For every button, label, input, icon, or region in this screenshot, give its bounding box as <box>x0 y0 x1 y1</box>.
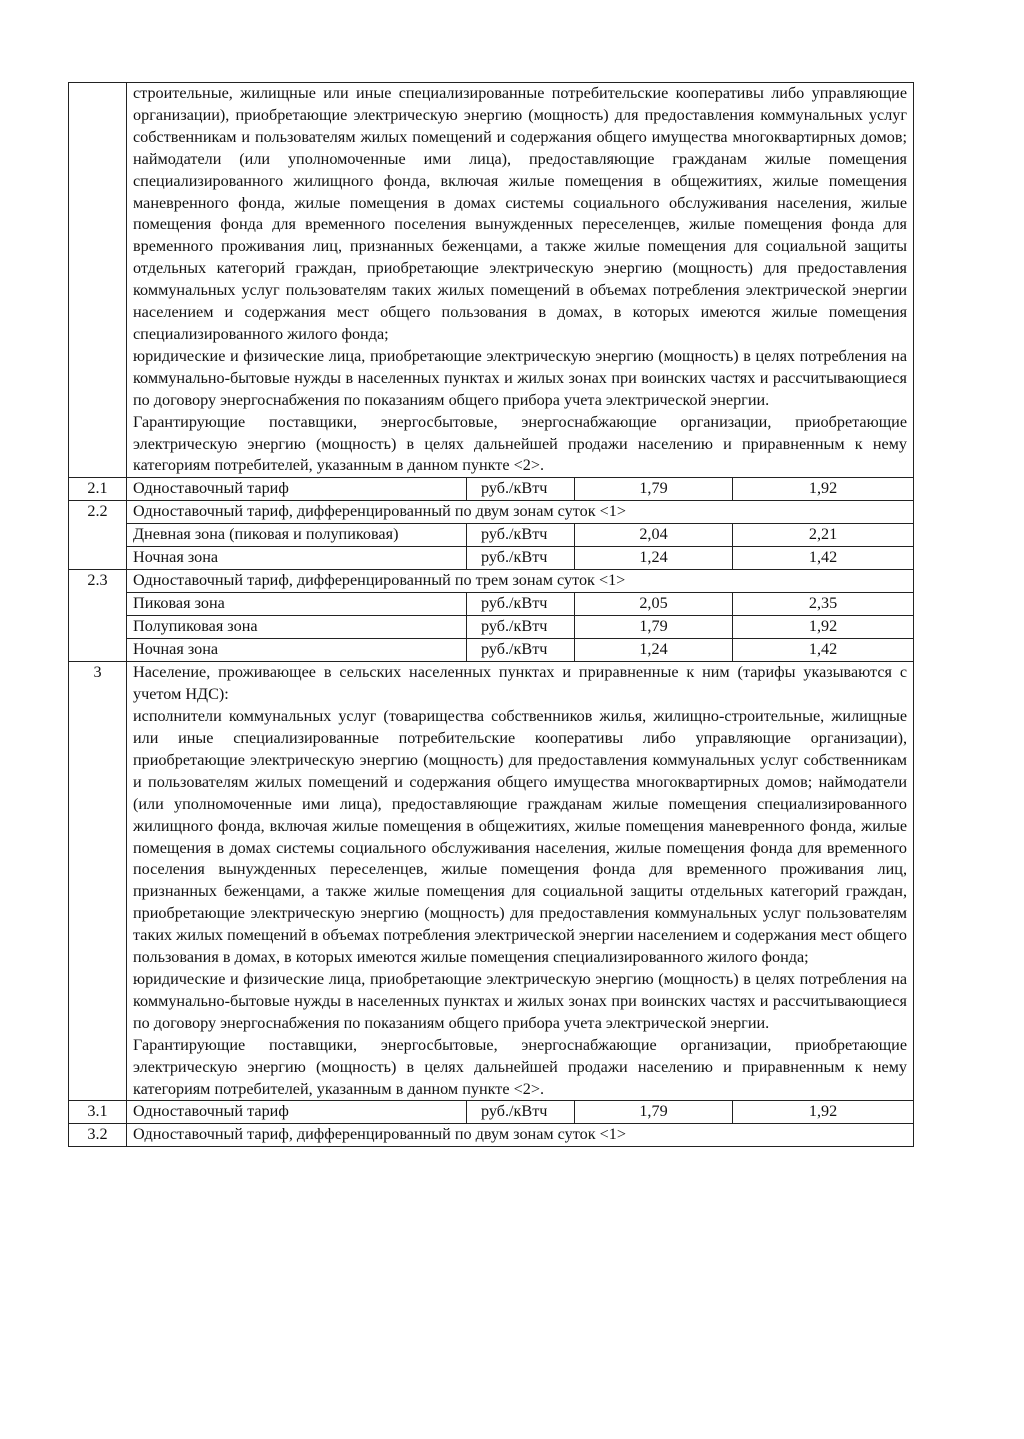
tariff-title: Одноставочный тариф, дифференцированный по двум зонам суток <1> <box>127 501 914 524</box>
table-row <box>69 570 914 593</box>
tariff-table <box>68 82 914 1147</box>
zone-name: Пиковая зона <box>127 593 467 616</box>
tariff-name: Одноставочный тариф <box>127 1101 467 1124</box>
description-paragraph: строительные, жилищные или иные специализированные потребительские кооперативы либо управляющие организации), приобретающие электрическую энергию (мощность) для предоставления коммунальных услуг собственникам и пользователям жилых помещений и содержания общего имущества многоквартирных домов; наймодатели (или уполномоченные ими лица), предоставляющие гражданам жилые помещения специализированного жилищного фонда, включая жилые помещения в общежитиях, жилые помещения маневренного фонда, жилые помещения в домах системы социального обслуживания населения, жилые помещения фонда для временного поселения вынужденных переселенцев, жилые помещения фонда для временного проживания лиц, признанных беженцами, а также жилые помещения для социальной защиты отдельных категорий граждан, приобретающие электрическую энергию (мощность) для предоставления коммунальных услуг пользователям таких жилых помещений в объемах потребления электрической энергии населением и содержания мест общего пользования в домах, в которых имеются жилые помещения специализированного жилого фонда; <box>133 84 908 343</box>
description-paragraph: юридические и физические лица, приобретающие электрическую энергию (мощность) в целях потребления на коммунально-бытовые нужды в населенных пунктах и жилых зонах при воинских частях и рассчитывающиеся по договору энергоснабжения по показаниям общего прибора учета электрической энергии. <box>133 970 908 1032</box>
row-number: 3.2 <box>69 1124 127 1147</box>
unit-cell: руб./кВтч <box>467 593 575 616</box>
value-cell-2: 1,92 <box>733 1101 914 1124</box>
unit-cell: руб./кВтч <box>467 547 575 570</box>
tariff-name: Одноставочный тариф <box>127 478 467 501</box>
row-number: 2.3 <box>69 570 127 662</box>
value-cell-1: 2,04 <box>575 524 733 547</box>
value-cell-2: 1,42 <box>733 639 914 662</box>
table-row <box>69 616 914 639</box>
value-cell-1: 1,24 <box>575 547 733 570</box>
table-row <box>69 1101 914 1124</box>
description-paragraph: Гарантирующие поставщики, энергосбытовые, энергоснабжающие организации, приобретающие электрическую энергию (мощность) в целях дальнейшей продажи населению и приравненным к нему категориям потребителей, указанным в данном пункте <2>. <box>133 412 908 475</box>
value-cell-2: 1,92 <box>733 616 914 639</box>
value-cell-2: 1,92 <box>733 478 914 501</box>
tariff-title: Одноставочный тариф, дифференцированный по двум зонам суток <1> <box>127 1124 914 1147</box>
unit-cell: руб./кВтч <box>467 524 575 547</box>
table-row <box>69 501 914 524</box>
unit-cell: руб./кВтч <box>467 1101 575 1124</box>
table-row <box>69 662 914 1101</box>
table-row <box>69 593 914 616</box>
zone-name: Ночная зона <box>127 547 467 570</box>
description-paragraph: Гарантирующие поставщики, энергосбытовые, энергоснабжающие организации, приобретающие электрическую энергию (мощность) в целях дальнейшей продажи населению и приравненным к нему категориям потребителей, указанным в данном пункте <2>. <box>133 1035 908 1098</box>
tariff-title: Одноставочный тариф, дифференцированный по трем зонам суток <1> <box>127 570 914 593</box>
description-cell <box>127 83 914 478</box>
description-cell <box>127 662 914 1101</box>
value-cell-1: 1,24 <box>575 639 733 662</box>
value-cell-2: 1,42 <box>733 547 914 570</box>
value-cell-1: 1,79 <box>575 616 733 639</box>
zone-name: Ночная зона <box>127 639 467 662</box>
value-cell-1: 2,05 <box>575 593 733 616</box>
row-number <box>69 83 127 478</box>
zone-name: Полупиковая зона <box>127 616 467 639</box>
unit-cell: руб./кВтч <box>467 478 575 501</box>
table-row <box>69 1124 914 1147</box>
value-cell-1: 1,79 <box>575 1101 733 1124</box>
row-number: 2.2 <box>69 501 127 570</box>
table-row <box>69 524 914 547</box>
value-cell-2: 2,35 <box>733 593 914 616</box>
row-number: 3.1 <box>69 1101 127 1124</box>
table-row <box>69 478 914 501</box>
zone-name: Дневная зона (пиковая и полупиковая) <box>127 524 467 547</box>
unit-cell: руб./кВтч <box>467 616 575 639</box>
unit-cell: руб./кВтч <box>467 639 575 662</box>
description-paragraph: юридические и физические лица, приобретающие электрическую энергию (мощность) в целях потребления на коммунально-бытовые нужды в населенных пунктах и жилых зонах при воинских частях и рассчитывающиеся по договору энергоснабжения по показаниям общего прибора учета электрической энергии. <box>133 346 908 409</box>
table-row <box>69 547 914 570</box>
row-number: 2.1 <box>69 478 127 501</box>
description-paragraph: Население, проживающее в сельских населенных пунктах и приравненные к ним (тарифы указываются с учетом НДС): <box>133 663 908 704</box>
description-paragraph: исполнители коммунальных услуг (товарищества собственников жилья, жилищно-строительные, жилищные или иные специализированные потребительские кооперативы либо управляющие организации), приобретающие электрическую энергию (мощность) для предоставления коммунальных услуг собственникам и пользователям жилых помещений и содержания общего имущества многоквартирных домов; наймодатели (или уполномоченные ими лица), предоставляющие гражданам жилые помещения специализированного жилищного фонда, включая жилые помещения в общежитиях, жилые помещения маневренного фонда, жилые помещения в домах системы социального обслуживания населения, жилые помещения фонда для временного поселения вынужденных переселенцев, жилые помещения фонда для временного проживания лиц, признанных беженцами, а также жилые помещения для социальной защиты отдельных категорий граждан, приобретающие электрическую энергию (мощность) для предоставления коммунальных услуг пользователям таких жилых помещений в объемах потребления электрической энергии населением и содержания мест общего пользования в домах, в которых имеются жилые помещения специализированного жилого фонда; <box>133 707 908 967</box>
value-cell-1: 1,79 <box>575 478 733 501</box>
table-row <box>69 639 914 662</box>
table-row <box>69 83 914 478</box>
row-number: 3 <box>69 662 127 1101</box>
value-cell-2: 2,21 <box>733 524 914 547</box>
